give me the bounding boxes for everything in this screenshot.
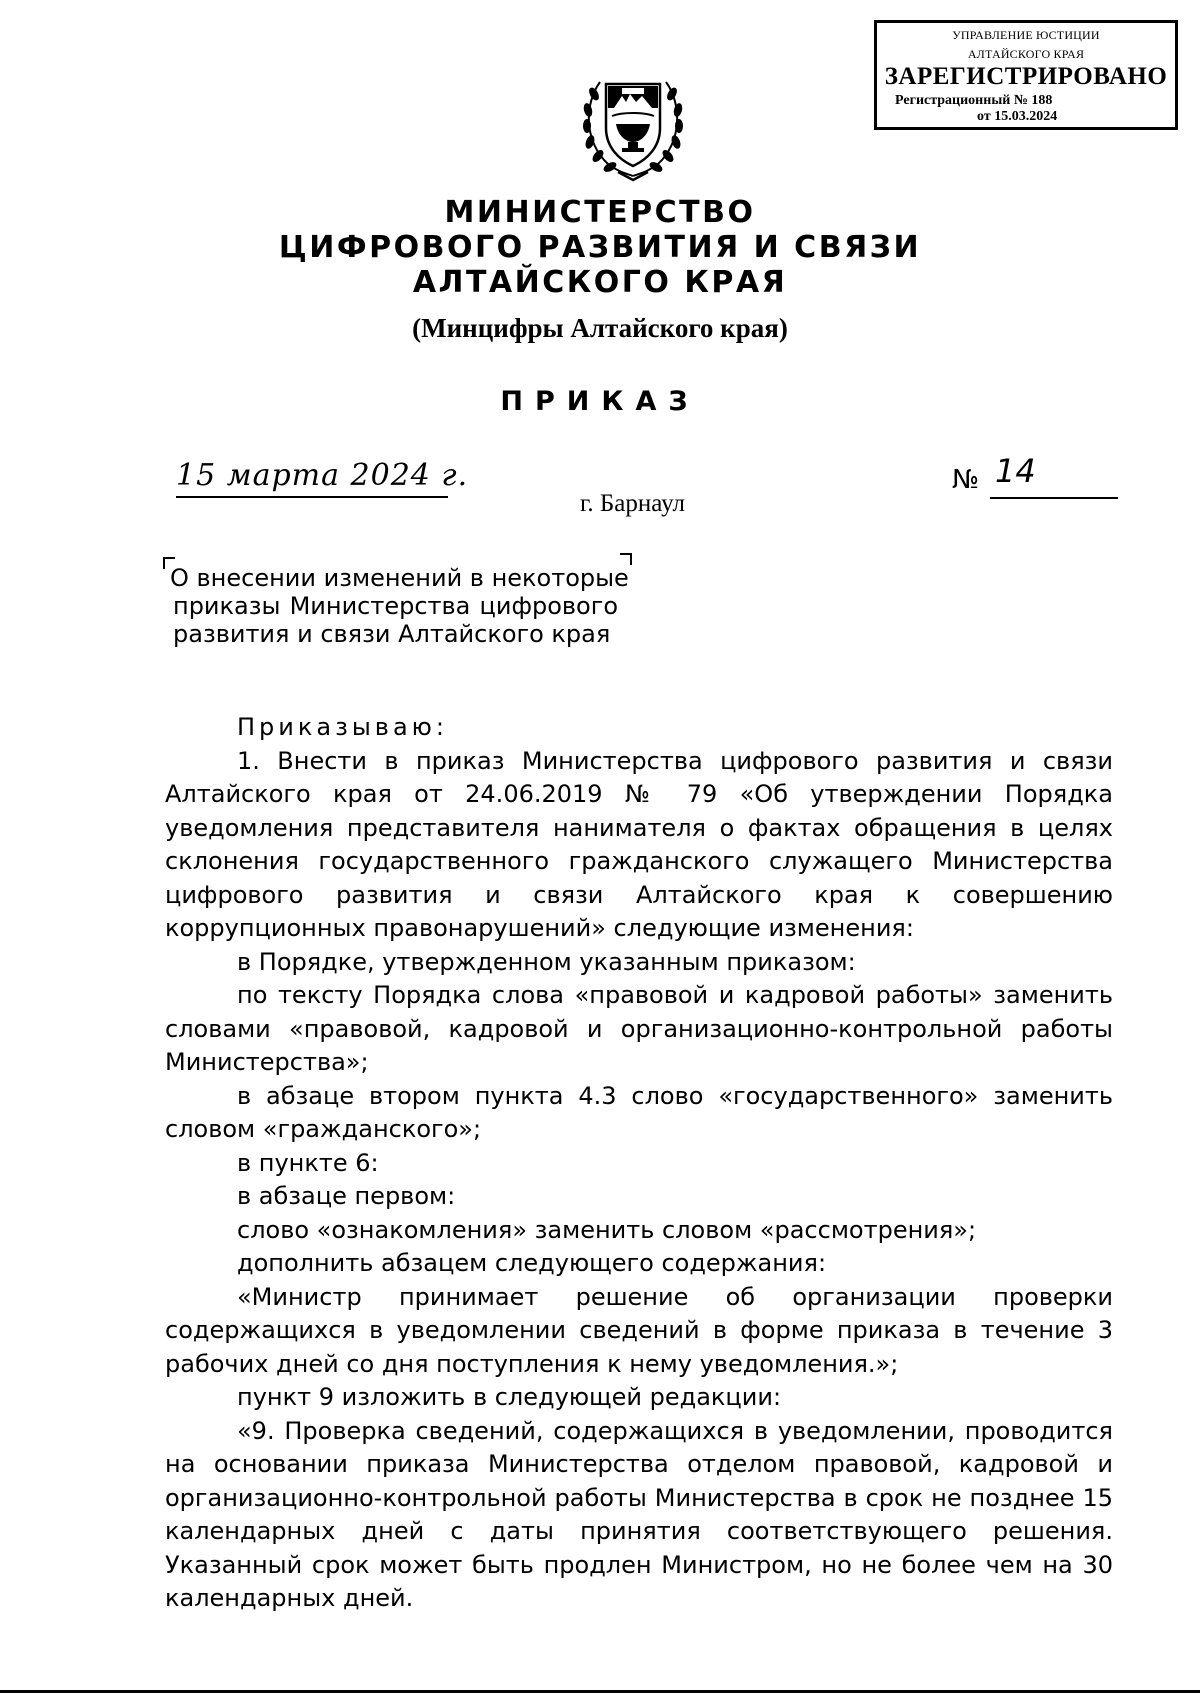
order-subject [170, 564, 629, 648]
ministry-name-line1: МИНИСТЕРСТВО [444, 195, 756, 230]
altai-coat-of-arms-icon [578, 64, 688, 184]
paragraph-10: пункт 9 изложить в следующей редакции: [237, 1383, 782, 1411]
paragraph-2: в Порядке, утвержденном указанным приказом: [237, 947, 856, 976]
ministry-name-line3: АЛТАЙСКОГО КРАЯ [412, 265, 788, 300]
stamp-status: ЗАРЕГИСТРИРОВАНО [884, 63, 1168, 90]
order-date: 15 марта 2024 г. [176, 458, 469, 493]
paragraph-8: дополнить абзацем следующего содержания: [237, 1249, 827, 1277]
paragraph-11: «9. Проверка сведений, содержащихся в уведомлении, проводится на основании приказа Министерства отделом правовой, кадровой и организационно-контрольной работы Министерства в срок не позднее 15 календарных дней с даты принятия соответствующего решения. Указанный срок может быть продлен Министром, но не более чем на 30 календарных дней. [165, 1416, 1113, 1612]
paragraph-3: по тексту Порядка слова «правовой и кадровой работы» заменить словами «правовой, кадровой и организационно-контрольной работы Министерства»; [165, 981, 1113, 1076]
paragraph-7: слово «ознакомления» заменить словом «рассмотрения»; [237, 1215, 977, 1244]
subject-line3: развития и связи Алтайского края [173, 620, 611, 648]
subject-line2: приказы Министерства цифрового [173, 592, 618, 620]
date-underline [176, 496, 448, 498]
document-type: ПРИКАЗ [500, 386, 700, 417]
stamp-reg-date: от 15.03.2024 [977, 109, 1058, 124]
paragraph-1: 1. Внести в приказ Министерства цифрового развития и связи Алтайского края от 24.06.2019 № 79 «Об утверждении Порядка уведомления представителя нанимателя о фактах обращения в целях склонения государственного гражданского служащего Министерства цифрового развития и связи Алтайского края к совершению коррупционных правонарушений» следующие изменения: [165, 746, 1113, 942]
paragraph-4: в абзаце втором пункта 4.3 слово «государственного» заменить словом «гражданского»; [165, 1081, 1113, 1143]
number-underline [990, 497, 1118, 499]
city: г. Барнаул [580, 490, 685, 517]
ministry-name-line2: ЦИФРОВОГО РАЗВИТИЯ И СВЯЗИ [278, 230, 922, 265]
paragraph-6: в абзаце первом: [237, 1182, 456, 1210]
order-number-label: № [952, 465, 980, 495]
order-number: 14 [995, 452, 1036, 490]
order-body [165, 711, 1113, 1616]
page-bottom-rule [0, 1690, 1200, 1693]
stamp-org-line2: АЛТАЙСКОГО КРАЯ [967, 47, 1085, 61]
stamp-org-line1: УПРАВЛЕНИЕ ЮСТИЦИИ [952, 28, 1100, 42]
registration-stamp [874, 20, 1178, 130]
stamp-reg-number: Регистрационный № 188 [895, 93, 1053, 108]
paragraph-5: в пункте 6: [237, 1148, 379, 1177]
paragraph-9: «Министр принимает решение об организации проверки содержащихся в уведомлении сведений в форме приказа в течение 3 рабочих дней со дня поступления к нему уведомления.»; [165, 1282, 1113, 1378]
ministry-short-name: (Минцифры Алтайского края) [412, 313, 788, 343]
order-directive: Приказываю: [237, 713, 448, 741]
subject-line1: О внесении изменений в некоторые [170, 564, 629, 592]
